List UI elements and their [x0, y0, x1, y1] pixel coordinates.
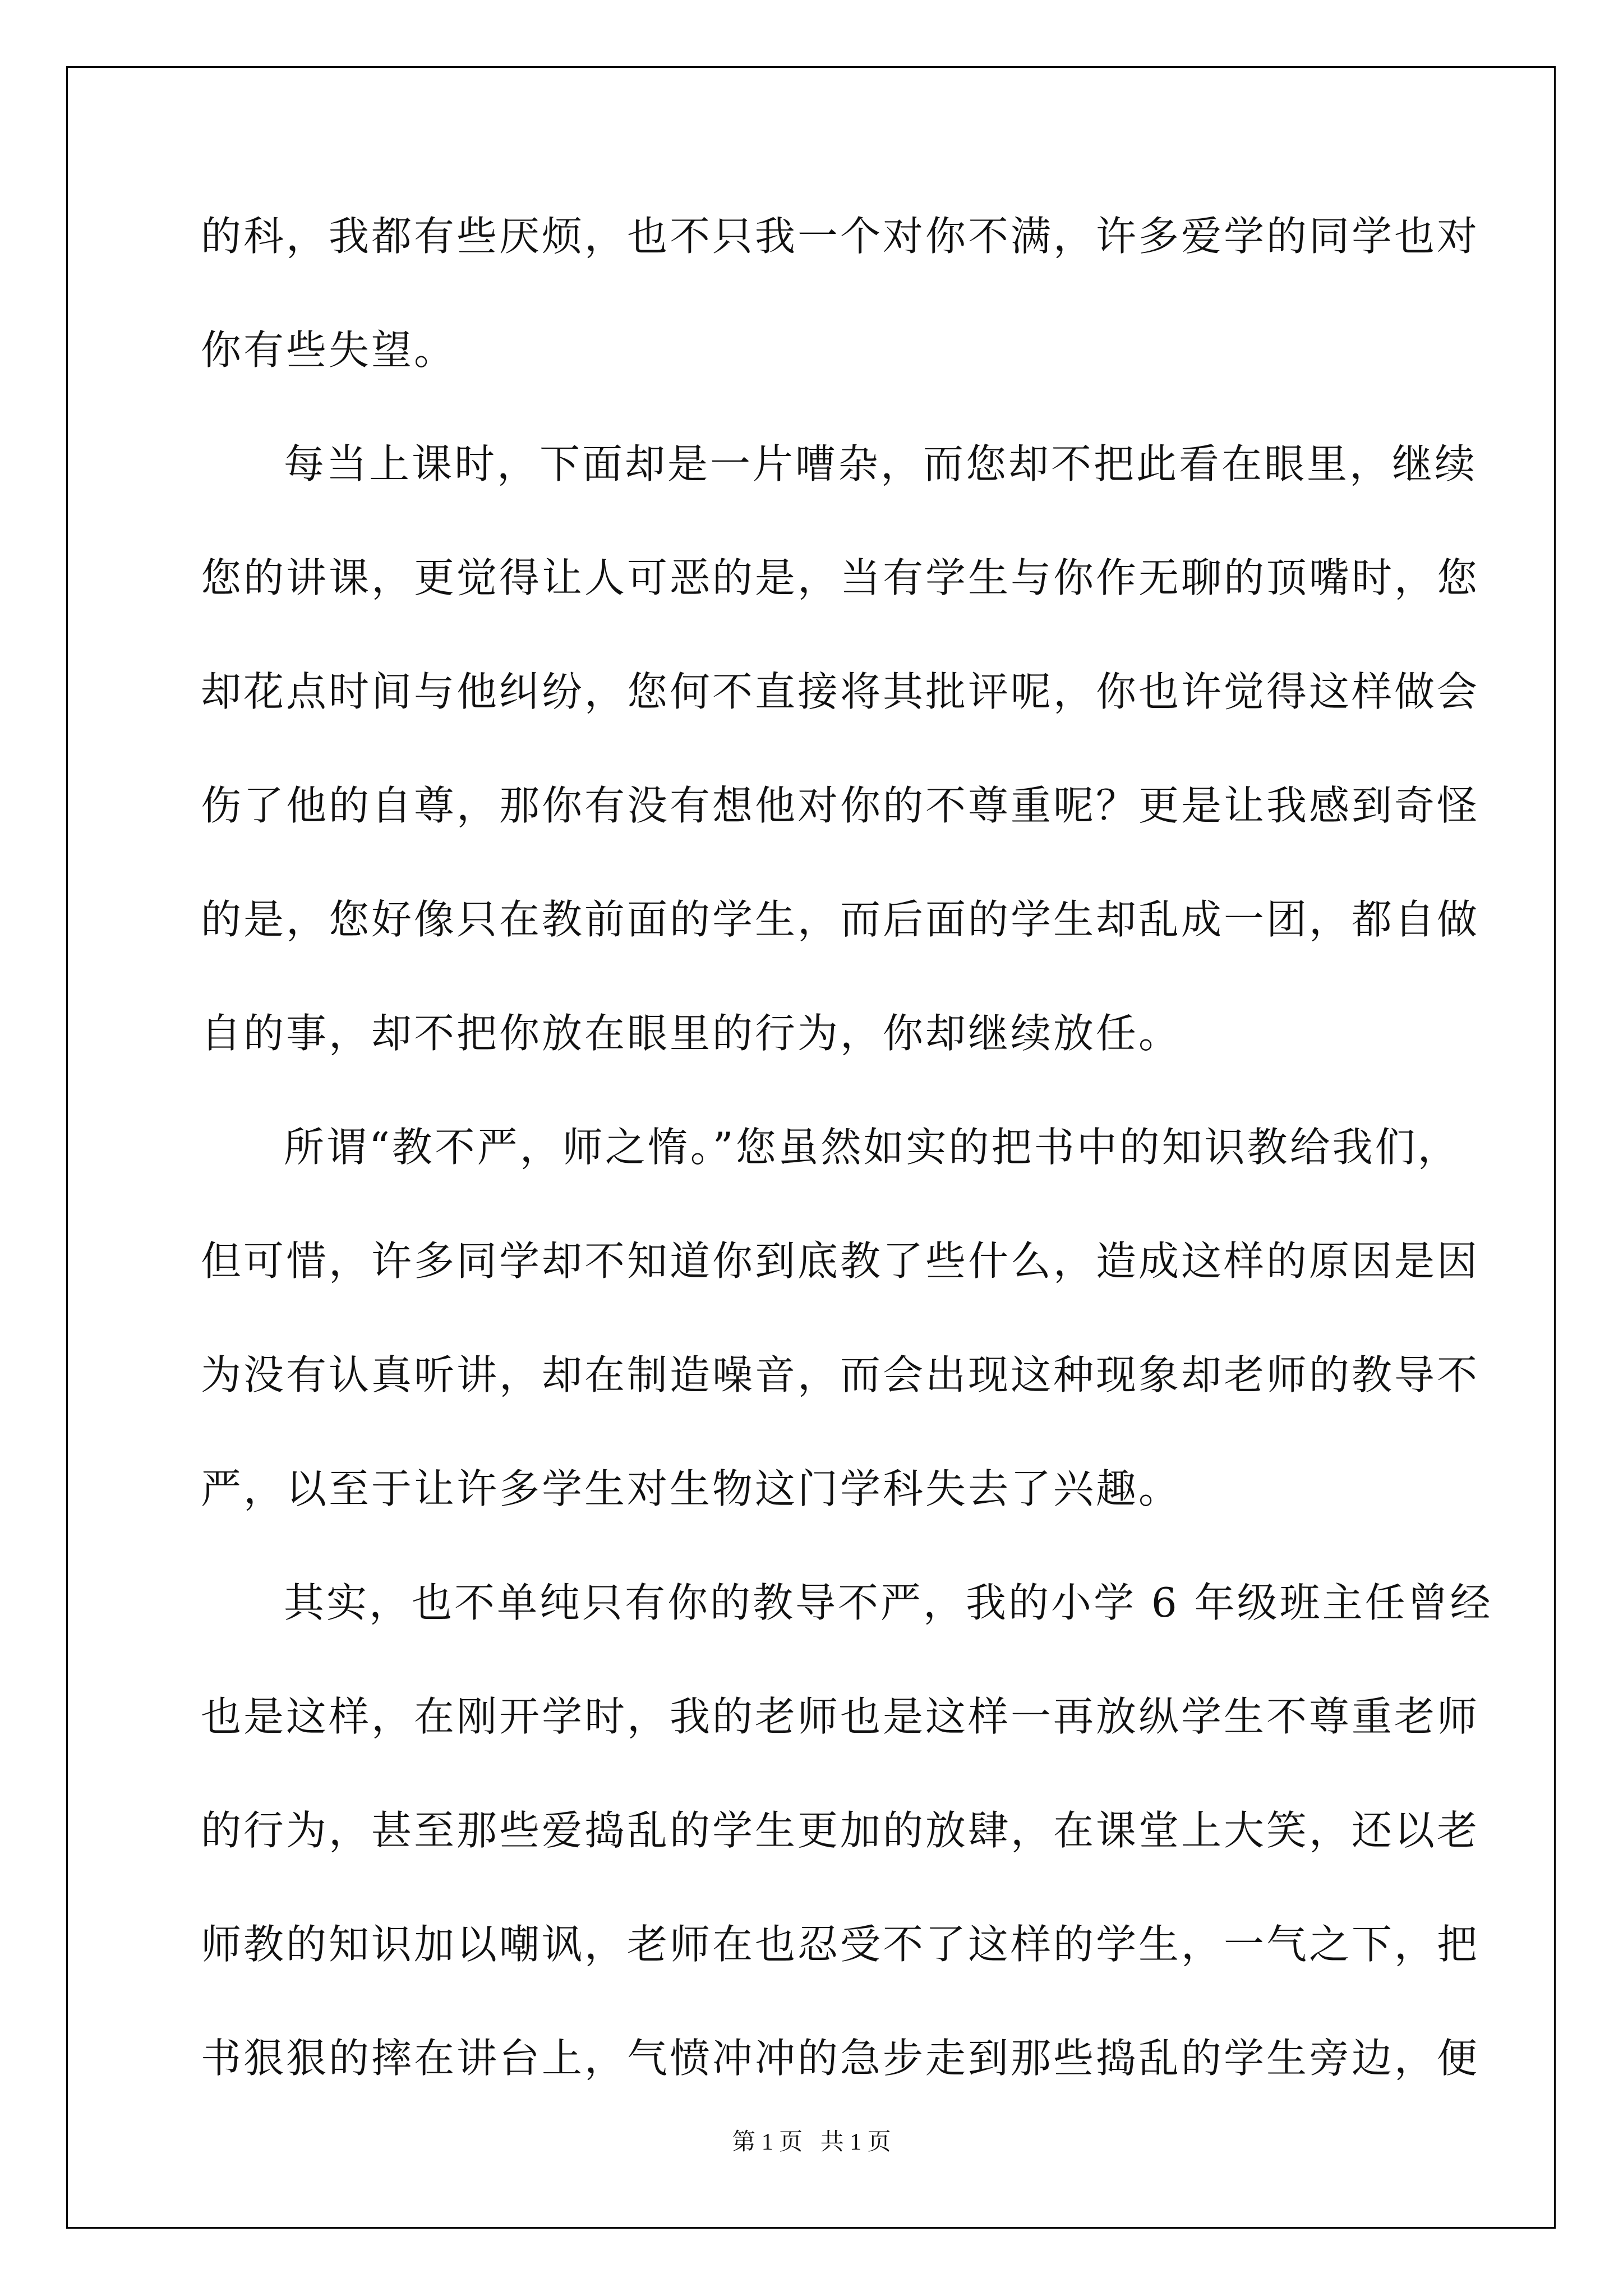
- text-line: 伤了他的自尊，那你有没有想他对你的不尊重呢？更是让我感到奇怪: [201, 782, 1480, 829]
- text-line: 你有些失望。: [201, 326, 457, 374]
- text-line: 书狠狠的摔在讲台上，气愤冲冲的急步走到那些捣乱的学生旁边，便: [201, 2035, 1480, 2082]
- text-line: 您的讲课，更觉得让人可恶的是，当有学生与你作无聊的顶嘴时，您: [201, 554, 1480, 601]
- text-line: 自的事，却不把你放在眼里的行为，你却继续放任。: [201, 1010, 1182, 1057]
- document-body: [201, 213, 1493, 2152]
- text-line: 却花点时间与他纠纷，您何不直接将其批评呢，你也许觉得这样做会: [201, 668, 1480, 715]
- text-line: 的是，您好像只在教前面的学生，而后面的学生却乱成一团，都自做: [201, 896, 1480, 943]
- text-line: 师教的知识加以嘲讽，老师在也忍受不了这样的学生，一气之下，把: [201, 1921, 1480, 1968]
- text-line: 严，以至于让许多学生对生物这门学科失去了兴趣。: [201, 1465, 1182, 1512]
- text-line: 的行为，甚至那些爱捣乱的学生更加的放肆，在课堂上大笑，还以老: [201, 1807, 1480, 1854]
- text-line: 的科，我都有些厌烦，也不只我一个对你不满，许多爱学的同学也对: [201, 213, 1480, 260]
- paragraph-start-line: 每当上课时，下面却是一片嘈杂，而您却不把此看在眼里，继续: [284, 440, 1478, 487]
- paragraph-start-line: 其实，也不单纯只有你的教导不严，我的小学 6 年级班主任曾经: [284, 1579, 1493, 1626]
- paragraph-start-line: 所谓“教不严，师之惰。”您虽然如实的把书中的知识教给我们，: [284, 1124, 1460, 1171]
- page-number-footer: 第 1 页 共 1 页: [732, 2129, 891, 2155]
- text-line: 也是这样，在刚开学时，我的老师也是这样一再放纵学生不尊重老师: [201, 1693, 1480, 1740]
- text-line: 为没有认真听讲，却在制造噪音，而会出现这种现象却老师的教导不: [201, 1351, 1480, 1398]
- text-line: 但可惜，许多同学却不知道你到底教了些什么，造成这样的原因是因: [201, 1237, 1480, 1285]
